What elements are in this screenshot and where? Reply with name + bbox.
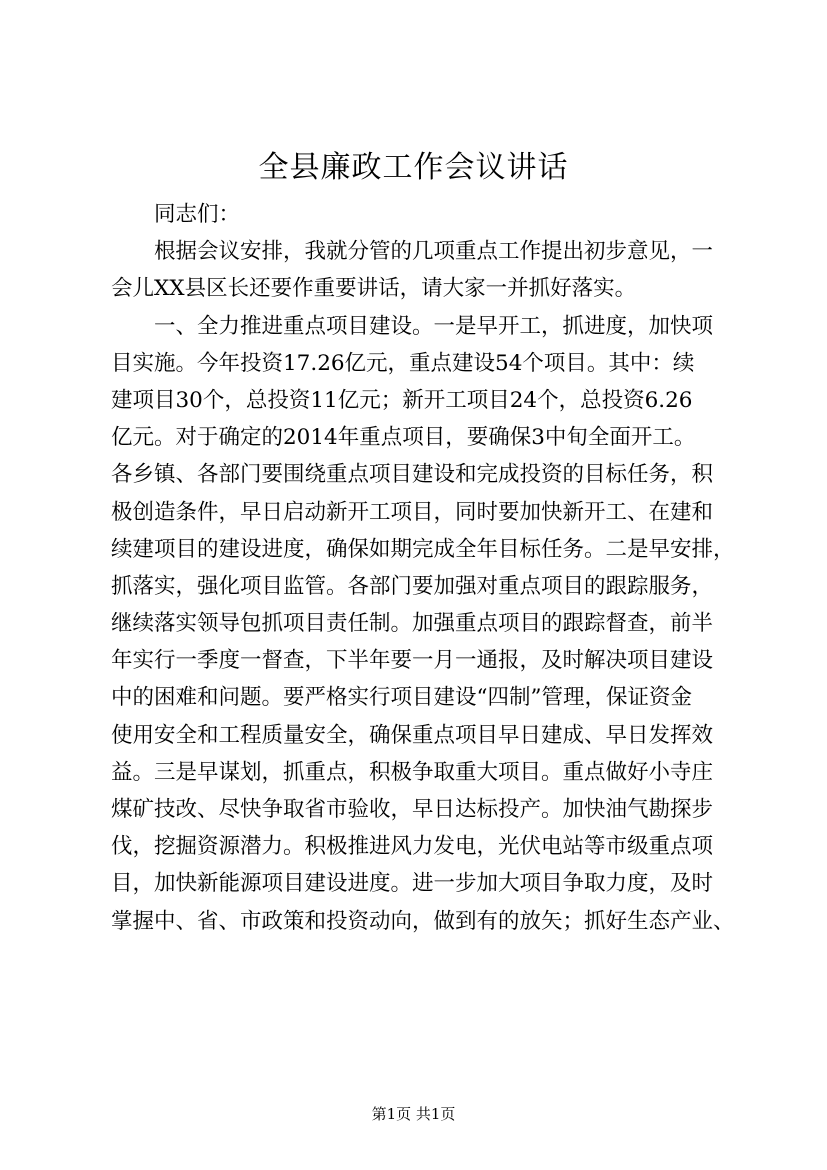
body-line: 使用安全和工程质量安全，确保重点项目早日建成、早日发挥效 — [111, 722, 714, 748]
body-line: 建项目30个，总投资11亿元；新开工项目24个，总投资6.26 — [111, 387, 693, 413]
body-line: 一、全力推进重点项目建设。一是早开工，抓进度，加快项 — [154, 313, 714, 339]
body-line: 伐，挖掘资源潜力。积极推进风力发电，光伏电站等市级重点项 — [111, 834, 714, 860]
body-line: 掌握中、省、市政策和投资动向，做到有的放矢；抓好生态产业、 — [111, 908, 735, 934]
body-line: 煤矿技改、尽快争取省市验收，早日达标投产。加快油气勘探步 — [111, 797, 714, 822]
body-line: 目实施。今年投资17.26亿元，重点建设54个项目。其中：续 — [111, 350, 695, 376]
body-line: 益。三是早谋划，抓重点，积极争取重大项目。重点做好小寺庄 — [111, 759, 714, 785]
body-line: 年实行一季度一督查，下半年要一月一通报，及时解决项目建设 — [111, 648, 714, 674]
body-line: 会儿XX县区长还要作重要讲话，请大家一并抓好落实。 — [111, 276, 637, 302]
body-line: 目，加快新能源项目建设进度。进一步加大项目争取力度，及时 — [111, 871, 714, 897]
body-line: 极创造条件，早日启动新开工项目，同时要加快新开工、在建和 — [111, 499, 714, 525]
salutation-line: 同志们： — [154, 202, 241, 227]
document-body — [111, 196, 735, 940]
body-line: 抓落实，强化项目监管。各部门要加强对重点项目的跟踪服务， — [111, 573, 714, 599]
body-line: 亿元。对于确定的2014年重点项目，要确保3中旬全面开工。 — [111, 425, 696, 451]
body-line: 中的困难和问题。要严格实行项目建设“四制”管理，保证资金 — [111, 685, 692, 711]
body-line: 根据会议安排，我就分管的几项重点工作提出初步意见，一 — [154, 239, 714, 265]
page-footer: 第1页 共1页 — [371, 1105, 456, 1123]
body-line: 继续落实领导包抓项目责任制。加强重点项目的跟踪督查，前半 — [111, 611, 714, 637]
body-line: 续建项目的建设进度，确保如期完成全年目标任务。二是早安排， — [111, 536, 735, 562]
document-title: 全县廉政工作会议讲话 — [258, 150, 569, 185]
body-line: 各乡镇、各部门要围绕重点项目建设和完成投资的目标任务，积 — [111, 462, 714, 488]
